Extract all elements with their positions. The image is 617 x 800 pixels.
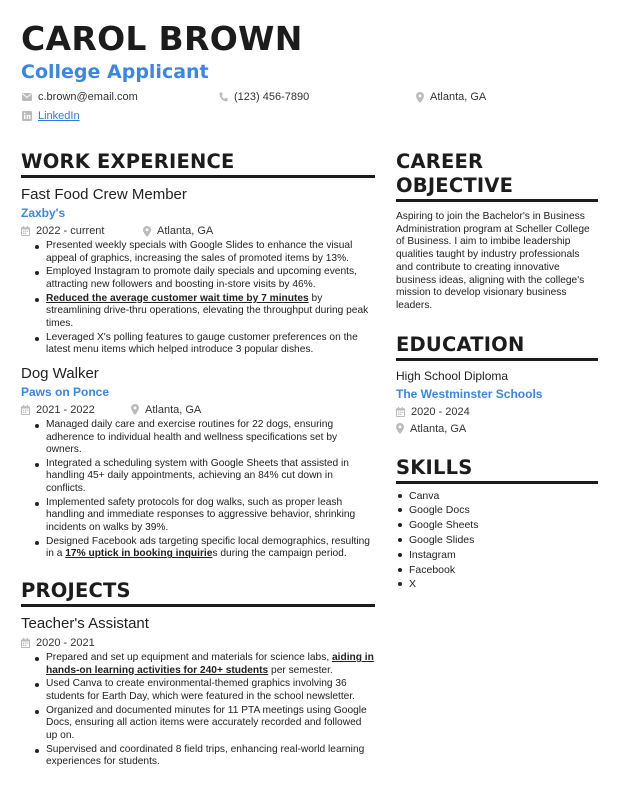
degree-title: High School Diploma: [396, 368, 509, 383]
calendar-icon: [21, 638, 30, 648]
candidate-role: College Applicant: [21, 61, 209, 83]
career-objective-heading: CAREER OBJECTIVE: [396, 150, 598, 202]
highlight-text: aiding in hands-on learning activities for 240+ students: [46, 652, 374, 676]
linkedin-link[interactable]: LinkedIn: [38, 110, 80, 122]
job-title: Dog Walker: [21, 364, 99, 382]
job-meta: [21, 403, 375, 417]
list-item: Presented weekly specials with Google Slides to enhance the visual appeal of graphics, increasing the sales of promoted items by 13%.: [33, 240, 375, 265]
candidate-name: CAROL BROWN: [21, 19, 303, 58]
job-dates: 2022 - current: [36, 225, 105, 237]
list-item: Reduced the average customer wait time by 7 minutes by streamlining drive-thru operations, elevating the throughput during peak times.: [33, 293, 375, 331]
email-text: c.brown@email.com: [38, 91, 138, 103]
project-meta: [21, 636, 375, 650]
list-item: Managed daily care and exercise routines for 22 dogs, ensuring adherence to individual health and wellness specifications set by owners.: [33, 419, 375, 457]
job-dates: 2021 - 2022: [36, 403, 95, 416]
job-entry: [21, 365, 375, 561]
phone-text: (123) 456-7890: [234, 91, 310, 103]
calendar-icon: [21, 226, 30, 236]
list-item: Integrated a scheduling system with Google Sheets that assisted in handling 45+ daily appointments, achieving an 84% cut down in conflicts.: [33, 458, 375, 496]
contact-location: [416, 90, 486, 104]
skill-item: X: [396, 577, 598, 592]
job-bullets: [21, 240, 375, 357]
education-entry: [396, 369, 598, 436]
contact-phone: [219, 90, 309, 104]
map-pin-icon: [416, 92, 424, 103]
list-item: Prepared and set up equipment and materials for science labs, aiding in hands-on learning activities for 240+ students per semester.: [33, 652, 375, 677]
job-location: Atlanta, GA: [145, 403, 202, 416]
education-dates: 2020 - 2024: [396, 405, 598, 419]
right-column: [396, 150, 598, 592]
company-name: Zaxby's: [21, 206, 66, 220]
skill-item: Instagram: [396, 548, 598, 563]
contact-linkedin[interactable]: [22, 109, 80, 123]
linkedin-icon: [22, 111, 32, 121]
education-heading: EDUCATION: [396, 333, 598, 361]
skill-item: Canva: [396, 489, 598, 504]
work-experience-heading: WORK EXPERIENCE: [21, 150, 375, 178]
left-column: [21, 150, 375, 770]
education-location: Atlanta, GA: [396, 422, 598, 436]
list-item: Organized and documented minutes for 11 PTA meetings using Google Docs, ensuring all action items were accurately recorded and followed up on.: [33, 705, 375, 743]
skill-item: Facebook: [396, 563, 598, 578]
school-name: The Westminster Schools: [396, 386, 543, 401]
calendar-icon: [21, 405, 30, 415]
map-pin-icon: [143, 226, 151, 237]
career-objective-text: Aspiring to join the Bachelor's in Business Administration program at Scheller College of Business. I aim to imbibe leadership qualities taught by industry professionals and contribute to creating innovative business ideas, aligning with the college's mission to develop visionary business leaders.: [396, 211, 590, 311]
skill-item: Google Sheets: [396, 518, 598, 533]
list-item: Used Canva to create environmental-themed graphics involving 36 students for Earth Day, which were featured in the school newsletter.: [33, 678, 375, 703]
list-item: Employed Instagram to promote daily specials and upcoming events, attracting new followers and boosting in-store visits by 46%.: [33, 266, 375, 291]
skills-list: [396, 489, 598, 593]
job-meta: [21, 224, 375, 238]
map-pin-icon: [396, 423, 404, 434]
project-dates: 2020 - 2021: [36, 637, 95, 649]
job-title: Fast Food Crew Member: [21, 186, 187, 203]
project-entry: [21, 615, 375, 769]
skill-item: Google Docs: [396, 503, 598, 518]
contact-email: [22, 90, 138, 104]
job-bullets: [21, 419, 375, 561]
job-location: Atlanta, GA: [157, 225, 214, 237]
list-item: Supervised and coordinated 8 field trips, enhancing real-world learning experiences for students.: [33, 744, 375, 769]
highlight-text: Reduced the average customer wait time by 7 minutes: [46, 292, 309, 304]
skills-heading: SKILLS: [396, 456, 598, 484]
project-bullets: [21, 652, 375, 769]
map-pin-icon: [131, 404, 139, 415]
projects-heading: PROJECTS: [21, 579, 375, 607]
list-item: Leveraged X's polling features to gauge customer preferences on the latest menu items which helped introduce 3 popular dishes.: [33, 332, 375, 357]
envelope-icon: [22, 93, 32, 101]
job-entry: [21, 186, 375, 357]
skill-item: Google Slides: [396, 533, 598, 548]
phone-icon: [219, 92, 228, 102]
highlight-text: 17% uptick in booking inquirie: [65, 548, 213, 560]
calendar-icon: [396, 407, 405, 417]
list-item: Implemented safety protocols for dog walks, such as proper leash handling and immediate responses to aggressive behavior, shrinking incidents on walks by 39%.: [33, 497, 375, 535]
list-item: Designed Facebook ads targeting specific local demographics, resulting in a 17% uptick in booking inquiries during the campaign period.: [33, 536, 375, 561]
project-title: Teacher's Assistant: [21, 615, 149, 632]
location-text: Atlanta, GA: [430, 91, 487, 103]
company-name: Paws on Ponce: [21, 384, 110, 399]
